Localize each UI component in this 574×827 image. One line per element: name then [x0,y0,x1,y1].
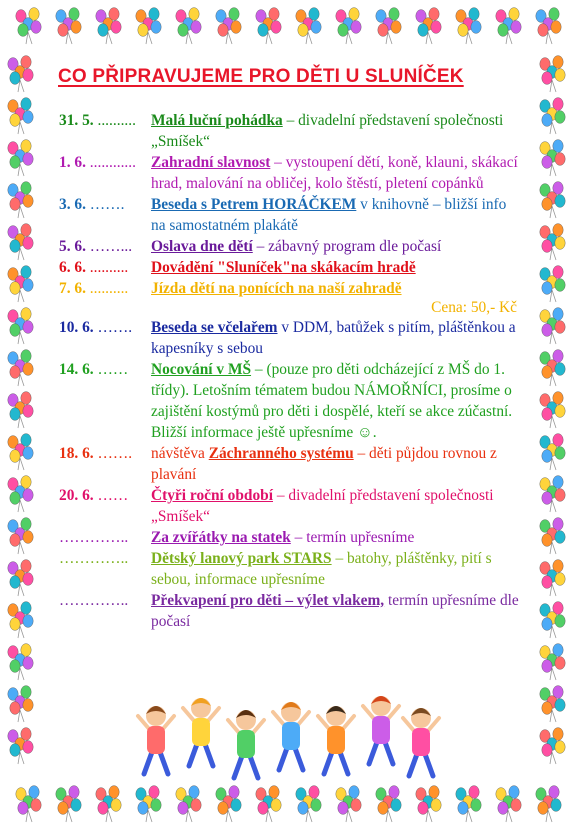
event-details: – zábavný program dle počasí [252,238,442,255]
event-date-text: 10. 6. [59,319,94,336]
balloon-cluster-icon [540,644,565,680]
event-description [151,485,523,527]
event-date-text: 1. 6. [59,154,86,171]
balloon-cluster-icon [540,476,565,512]
balloon-cluster-icon [540,560,565,596]
balloon-cluster-icon [8,518,33,554]
event-date-text: 14. 6. [59,361,94,378]
event-leader-dots: ……. [93,445,133,462]
event-row [59,527,523,548]
event-description [151,548,523,590]
jumping-child [403,708,439,776]
balloon-cluster-icon [540,602,565,638]
event-details: – děti půjdou rovnou z plavání [151,445,497,483]
event-name: Za zvířátky na statek [151,529,291,546]
event-date [59,548,151,590]
balloon-cluster-icon [496,8,521,44]
balloon-cluster-icon [56,786,81,822]
event-date [59,236,151,257]
page-title: CO PŘIPRAVUJEME PRO DĚTI U SLUNÍČEK [58,66,464,87]
event-name: Dětský lanový park STARS [151,550,332,567]
event-name: Záchranného systému [208,445,354,462]
event-details: – batohy, pláštěnky, pití s sebou, informace upřesníme [151,550,492,588]
balloon-cluster-icon [540,56,565,92]
poster [46,54,528,786]
event-details: v knihovně – bližší info na samostatném plakátě [151,196,507,234]
jumping-child [318,706,354,774]
event-row [59,257,523,278]
event-description [151,152,523,194]
event-leader-dots: ………….. [59,592,129,609]
event-description [151,110,523,152]
balloon-cluster-icon [540,140,565,176]
event-name: Nocování v MŠ [151,361,252,378]
event-details: – vystoupení dětí, koně, klauni, skákací hrad, malování na obličej, kolo štěstí, pletení copánků [151,154,518,192]
event-name: Jízda dětí na ponících na naší zahradě [151,280,402,297]
balloon-cluster-icon [540,434,565,470]
balloon-cluster-icon [456,8,481,44]
balloon-cluster-icon [540,392,565,428]
balloon-cluster-icon [8,434,33,470]
event-leader-dots: .......... [93,112,136,129]
jumping-child [183,698,219,766]
event-prefix: návštěva [151,445,209,462]
event-date-text: 18. 6. [59,445,94,462]
event-date [59,485,151,527]
event-details: – (pouze pro děti odcházející z MŠ do 1. třídy). Letošním tématem budou NÁMOŘNÍCI, prosíme o zajištění kostýmů pro děti i dospělé, kteří se akce zúčastní. Bližší informace ještě upřesníme ☺. [151,361,513,441]
event-description [151,527,523,548]
jumping-child [228,710,264,778]
jumping-child [363,696,399,764]
event-name: Překvapení pro děti – výlet vlakem, [151,592,385,609]
balloon-cluster-icon [540,686,565,722]
event-name: Malá luční pohádka [151,112,283,129]
balloon-cluster-icon [8,602,33,638]
event-details: – termín upřesníme [290,529,415,546]
event-date-text: 3. 6. [59,196,86,213]
event-leader-dots: …… [93,487,129,504]
balloon-cluster-icon [8,266,33,302]
balloon-cluster-icon [8,224,33,260]
event-name: Oslava dne dětí [151,238,253,255]
event-description [151,443,523,485]
event-name: Dovádění "Sluníček"na skákacím hradě [151,259,416,276]
event-price: Cena: 50,- Kč [431,299,517,316]
event-row [59,194,523,236]
event-leader-dots: .......... [85,259,129,276]
balloon-cluster-icon [416,8,441,44]
event-description [151,590,523,632]
event-row [59,443,523,485]
jumping-child [273,702,309,770]
balloon-cluster-icon [8,350,33,386]
balloon-cluster-icon [296,8,321,44]
balloon-cluster-icon [96,786,121,822]
event-date [59,194,151,236]
event-row [59,278,523,299]
balloon-cluster-icon [8,98,33,134]
event-description [151,257,523,278]
event-date [59,443,151,485]
event-date [59,527,151,548]
event-date [59,152,151,194]
event-details: termín upřesníme dle počasí [151,592,519,630]
balloon-cluster-icon [8,140,33,176]
balloon-cluster-icon [540,350,565,386]
balloon-cluster-icon [8,686,33,722]
event-name: Zahradní slavnost [151,154,271,171]
event-leader-dots: ……. [85,196,125,213]
event-date [59,110,151,152]
event-date [59,278,151,299]
event-date-text: 7. 6. [59,280,86,297]
balloon-cluster-icon [16,786,41,822]
balloon-cluster-icon [540,224,565,260]
event-row [59,317,523,359]
event-row [59,359,523,443]
jumping-children-illustration [126,682,446,792]
event-date [59,317,151,359]
event-leader-dots: ............ [85,154,136,171]
event-date [59,590,151,632]
balloon-cluster-icon [96,8,121,44]
balloon-cluster-icon [256,8,281,44]
event-date-text: 6. 6. [59,259,86,276]
balloon-cluster-icon [536,8,561,44]
balloon-cluster-icon [216,8,241,44]
balloon-cluster-icon [540,308,565,344]
balloon-cluster-icon [536,786,561,822]
event-description [151,359,523,443]
balloon-cluster-icon [8,392,33,428]
balloon-cluster-icon [8,56,33,92]
event-details: – divadelní představení společnosti „Smíšek“ [151,112,504,150]
event-leader-dots: ………….. [59,550,129,567]
balloon-cluster-icon [136,8,161,44]
balloon-cluster-icon [336,8,361,44]
event-row [59,548,523,590]
event-row [59,485,523,527]
event-date [59,257,151,278]
balloon-cluster-icon [8,308,33,344]
balloon-cluster-icon [456,786,481,822]
event-leader-dots: .......... [85,280,129,297]
balloon-cluster-icon [8,728,33,764]
event-date-text: 31. 5. [59,112,94,129]
event-details: v DDM, batůžek s pitím, pláštěnkou a kapesníky s sebou [151,319,516,357]
balloon-cluster-icon [376,8,401,44]
event-row [59,236,523,257]
balloon-cluster-icon [16,8,41,44]
balloon-cluster-icon [8,644,33,680]
event-leader-dots: …… [93,361,129,378]
balloon-cluster-icon [540,518,565,554]
balloon-cluster-icon [8,476,33,512]
event-date [59,359,151,443]
event-description [151,317,523,359]
event-name: Čtyři roční období [151,487,273,504]
event-details: – divadelní představení společnosti „Smíšek“ [151,487,494,525]
balloon-cluster-icon [8,182,33,218]
event-row [59,152,523,194]
events-list [59,110,523,632]
event-name: Beseda se včelařem [151,319,278,336]
event-leader-dots: ……. [93,319,133,336]
balloon-cluster-icon [540,98,565,134]
event-description [151,278,523,299]
balloon-cluster-icon [540,182,565,218]
event-date-text: 20. 6. [59,487,94,504]
balloon-cluster-icon [176,8,201,44]
jumping-child [138,706,174,774]
balloon-cluster-icon [56,8,81,44]
event-leader-dots: ………….. [59,529,129,546]
event-description [151,236,523,257]
event-leader-dots: ……... [85,238,133,255]
balloon-cluster-icon [540,266,565,302]
event-description [151,194,523,236]
event-name: Beseda s Petrem HORÁČKEM [151,196,357,213]
balloon-cluster-icon [540,728,565,764]
event-date-text: 5. 6. [59,238,86,255]
event-row [59,590,523,632]
event-row [59,110,523,152]
balloon-cluster-icon [8,560,33,596]
balloon-cluster-icon [496,786,521,822]
